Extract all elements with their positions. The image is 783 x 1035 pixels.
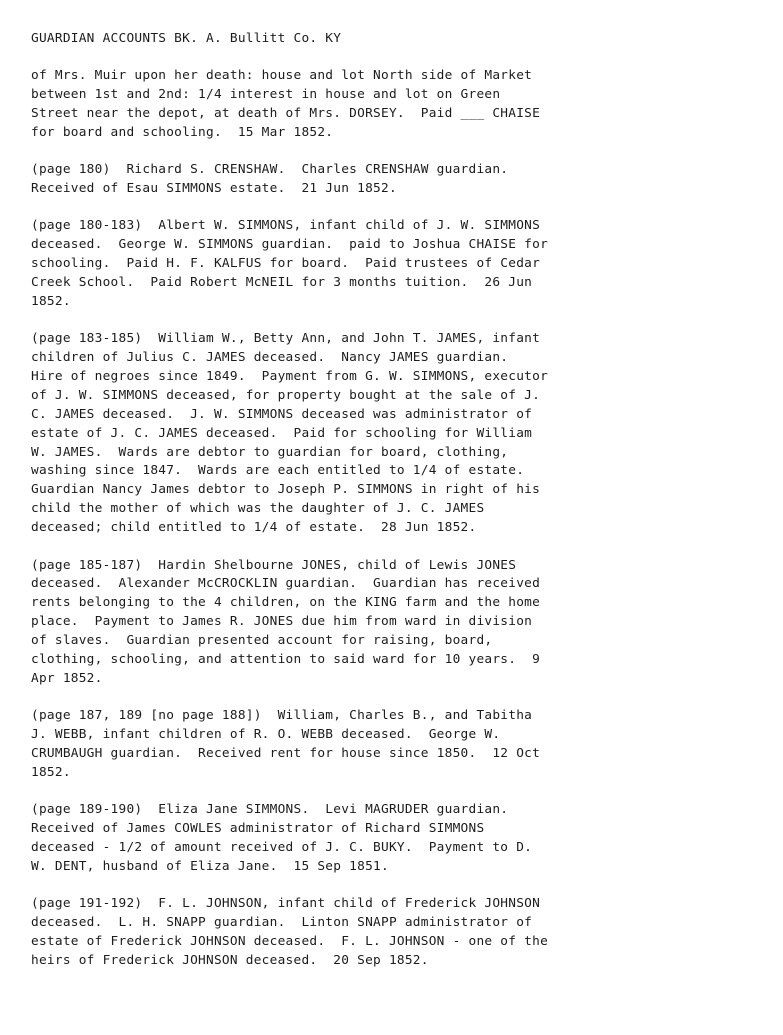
- entry-line: W. DENT, husband of Eliza Jane. 15 Sep 1851.: [31, 858, 389, 874]
- entry-line: (page 185-187) Hardin Shelbourne JONES, child of Lewis JONES: [31, 557, 517, 573]
- entry-paragraph: [31, 161, 761, 199]
- entry-line: CRUMBAUGH guardian. Received rent for house since 1850. 12 Oct: [31, 746, 541, 762]
- entry-line: washing since 1847. Wards are each entitled to 1/4 of estate.: [31, 463, 525, 479]
- entry-line: schooling. Paid H. F. KALFUS for board. Paid trustees of Cedar: [31, 256, 541, 272]
- entry-line: Creek School. Paid Robert McNEIL for 3 months tuition. 26 Jun: [31, 274, 533, 290]
- entry-line: W. JAMES. Wards are debtor to guardian for board, clothing,: [31, 444, 509, 460]
- entry-line: children of Julius C. JAMES deceased. Nancy JAMES guardian.: [31, 350, 509, 366]
- entry-paragraph: [31, 895, 761, 971]
- entry-line: rents belonging to the 4 children, on the KING farm and the home: [31, 595, 541, 611]
- entry-line: C. JAMES deceased. J. W. SIMMONS deceased was administrator of: [31, 406, 533, 422]
- entry-line: (page 180) Richard S. CRENSHAW. Charles CRENSHAW guardian.: [31, 161, 509, 177]
- entry-line: (page 189-190) Eliza Jane SIMMONS. Levi MAGRUDER guardian.: [31, 802, 509, 818]
- entry-line: clothing, schooling, and attention to said ward for 10 years. 9: [31, 651, 541, 667]
- entry-line: (page 191-192) F. L. JOHNSON, infant child of Frederick JOHNSON: [31, 896, 541, 912]
- entry-line: of J. W. SIMMONS deceased, for property bought at the sale of J.: [31, 387, 541, 403]
- entry-line: heirs of Frederick JOHNSON deceased. 20 Sep 1852.: [31, 953, 429, 969]
- entry-line: place. Payment to James R. JONES due him from ward in division: [31, 614, 533, 630]
- document-body: [31, 30, 761, 989]
- entry-line: deceased - 1/2 of amount received of J. C. BUKY. Payment to D.: [31, 840, 533, 856]
- entry-line: (page 180-183) Albert W. SIMMONS, infant child of J. W. SIMMONS: [31, 218, 541, 234]
- entry-line: estate of Frederick JOHNSON deceased. F. L. JOHNSON - one of the: [31, 934, 549, 950]
- entry-line: (page 187, 189 [no page 188]) William, Charles B., and Tabitha: [31, 708, 533, 724]
- entry-paragraph: [31, 801, 761, 877]
- entry-paragraph: [31, 67, 761, 143]
- entry-line: deceased. Alexander McCROCKLIN guardian. Guardian has received: [31, 576, 541, 592]
- entry-line: Street near the depot, at death of Mrs. DORSEY. Paid ___ CHAISE: [31, 105, 541, 121]
- entry-paragraph: [31, 557, 761, 689]
- entry-line: 1852.: [31, 764, 71, 780]
- entry-line: (page 183-185) William W., Betty Ann, and John T. JAMES, infant: [31, 331, 541, 347]
- entry-line: J. WEBB, infant children of R. O. WEBB deceased. George W.: [31, 727, 501, 743]
- page-header: GUARDIAN ACCOUNTS BK. A. Bullitt Co. KY: [31, 31, 342, 46]
- entry-paragraph: [31, 217, 761, 311]
- entry-line: Received of Esau SIMMONS estate. 21 Jun 1852.: [31, 180, 397, 196]
- entry-line: deceased. L. H. SNAPP guardian. Linton SNAPP administrator of: [31, 915, 533, 931]
- entry-line: Apr 1852.: [31, 670, 103, 686]
- entry-paragraph: [31, 330, 761, 538]
- entry-line: deceased; child entitled to 1/4 of estate. 28 Jun 1852.: [31, 520, 477, 536]
- entry-line: of slaves. Guardian presented account for raising, board,: [31, 633, 493, 649]
- entry-line: 1852.: [31, 293, 71, 309]
- entry-line: child the mother of which was the daughter of J. C. JAMES: [31, 501, 485, 517]
- entry-line: Received of James COWLES administrator of Richard SIMMONS: [31, 821, 485, 837]
- entry-paragraph: [31, 707, 761, 783]
- entry-line: for board and schooling. 15 Mar 1852.: [31, 124, 334, 140]
- entry-line: Hire of negroes since 1849. Payment from G. W. SIMMONS, executor: [31, 368, 549, 384]
- entry-line: between 1st and 2nd: 1/4 interest in house and lot on Green: [31, 86, 501, 102]
- entries-list: [31, 67, 761, 971]
- entry-line: deceased. George W. SIMMONS guardian. paid to Joshua CHAISE for: [31, 237, 549, 253]
- entry-line: of Mrs. Muir upon her death: house and lot North side of Market: [31, 67, 533, 83]
- entry-line: Guardian Nancy James debtor to Joseph P. SIMMONS in right of his: [31, 482, 541, 498]
- entry-line: estate of J. C. JAMES deceased. Paid for schooling for William: [31, 425, 533, 441]
